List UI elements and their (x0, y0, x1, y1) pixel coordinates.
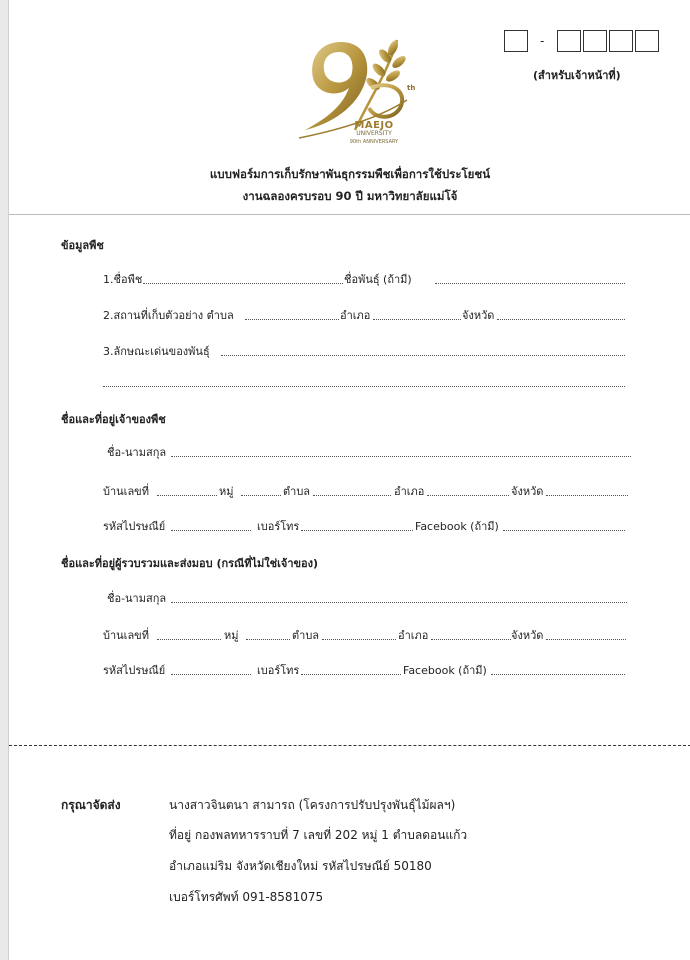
collector-amphoe-field[interactable] (431, 639, 511, 640)
plant-tambon-field[interactable] (245, 319, 339, 320)
office-code-box-5[interactable] (635, 30, 659, 52)
plant-feature-field[interactable] (221, 355, 625, 356)
office-use-label: (สำหรับเจ้าหน้าที่) (533, 69, 621, 82)
owner-name-label: ชื่อ-นามสกุล (107, 446, 167, 459)
plant-variety-label: ชื่อพันธุ์ (ถ้ามี) (344, 273, 412, 286)
cut-line-divider (9, 745, 690, 746)
owner-facebook-field[interactable] (503, 530, 625, 531)
send-address-line1: ที่อยู่ กองพลทหารราบที่ 7 เลขที่ 202 หมู่ 1 ตำบลดอนแก้ว (169, 828, 468, 842)
collector-name-label: ชื่อ-นามสกุล (107, 592, 167, 605)
send-recipient: นางสาวจินตนา สามารถ (โครงการปรับปรุงพันธุ์ไม้ผลฯ) (169, 798, 456, 812)
owner-name-field[interactable] (171, 456, 631, 457)
form-page (8, 0, 690, 960)
owner-postal-label: รหัสไปรษณีย์ (103, 520, 166, 533)
send-heading: กรุณาจัดส่ง (61, 798, 121, 812)
owner-phone-label: เบอร์โทร (257, 520, 300, 533)
collector-phone-field[interactable] (301, 674, 401, 675)
plant-district-field[interactable] (373, 319, 461, 320)
form-subtitle: งานฉลองครบรอบ 90 ปี มหาวิทยาลัยแม่โจ้ (242, 189, 458, 203)
plant-variety-field[interactable] (435, 283, 625, 284)
plant-place-label: 2.สถานที่เก็บตัวอย่าง ตำบล (103, 309, 234, 322)
owner-amphoe-field[interactable] (427, 495, 509, 496)
plant-heading: ข้อมูลพืช (61, 239, 104, 252)
office-code-box-2[interactable] (557, 30, 581, 52)
collector-name-field[interactable] (171, 602, 627, 603)
collector-moo-label: หมู่ (224, 629, 239, 642)
office-code-box-3[interactable] (583, 30, 607, 52)
owner-province-label: จังหวัด (511, 485, 544, 498)
collector-moo-field[interactable] (246, 639, 290, 640)
owner-facebook-label: Facebook (ถ้ามี) (415, 520, 499, 533)
owner-phone-field[interactable] (301, 530, 413, 531)
plant-province-label: จังหวัด (462, 309, 495, 322)
logo-university: UNIVERSITY (356, 130, 392, 137)
collector-amphoe-label: อำเภอ (398, 629, 429, 642)
collector-province-label: จังหวัด (511, 629, 544, 642)
collector-heading: ชื่อและที่อยู่ผู้รวบรวมและส่งมอบ (กรณีที่ไม่ใช่เจ้าของ) (61, 557, 319, 570)
collector-tambon-label: ตำบล (292, 629, 320, 642)
collector-facebook-field[interactable] (491, 674, 625, 675)
plant-feature-field-2[interactable] (103, 386, 625, 387)
office-code-box-1[interactable] (504, 30, 528, 52)
plant-name-label: 1.ชื่อพืช (103, 273, 143, 286)
office-code-box-4[interactable] (609, 30, 633, 52)
plant-name-field[interactable] (143, 283, 343, 284)
owner-tambon-label: ตำบล (283, 485, 311, 498)
collector-province-field[interactable] (546, 639, 626, 640)
owner-tambon-field[interactable] (313, 495, 391, 496)
collector-facebook-label: Facebook (ถ้ามี) (403, 664, 487, 677)
logo-anniversary: 90th ANNIVERSARY (349, 139, 399, 145)
send-address-line2: อำเภอแม่ริม จังหวัดเชียงใหม่ รหัสไปรษณีย์ 50180 (169, 859, 432, 873)
office-dash: - (540, 34, 545, 48)
plant-district-label: อำเภอ (340, 309, 371, 322)
owner-province-field[interactable] (546, 495, 628, 496)
form-title: แบบฟอร์มการเก็บรักษาพันธุกรรมพืชเพื่อการใช้ประโยชน์ (209, 167, 491, 181)
send-phone: เบอร์โทรศัพท์ 091-8581075 (169, 890, 324, 904)
collector-tambon-field[interactable] (322, 639, 396, 640)
collector-house-label: บ้านเลขที่ (103, 629, 149, 642)
collector-phone-label: เบอร์โทร (257, 664, 300, 677)
logo-th: th (407, 84, 416, 92)
logo-brand: MAEJO (354, 120, 394, 131)
collector-postal-label: รหัสไปรษณีย์ (103, 664, 166, 677)
owner-moo-label: หมู่ (219, 485, 234, 498)
maejo-90th-logo (279, 30, 429, 155)
owner-house-field[interactable] (157, 495, 217, 496)
plant-feature-label: 3.ลักษณะเด่นของพันธุ์ (103, 345, 210, 358)
owner-house-label: บ้านเลขที่ (103, 485, 149, 498)
plant-province-field[interactable] (497, 319, 625, 320)
collector-postal-field[interactable] (171, 674, 251, 675)
header-divider (9, 214, 690, 215)
owner-moo-field[interactable] (241, 495, 281, 496)
owner-postal-field[interactable] (171, 530, 251, 531)
collector-house-field[interactable] (157, 639, 221, 640)
owner-heading: ชื่อและที่อยู่เจ้าของพืช (61, 413, 166, 426)
owner-amphoe-label: อำเภอ (394, 485, 425, 498)
logo-text (319, 122, 429, 146)
